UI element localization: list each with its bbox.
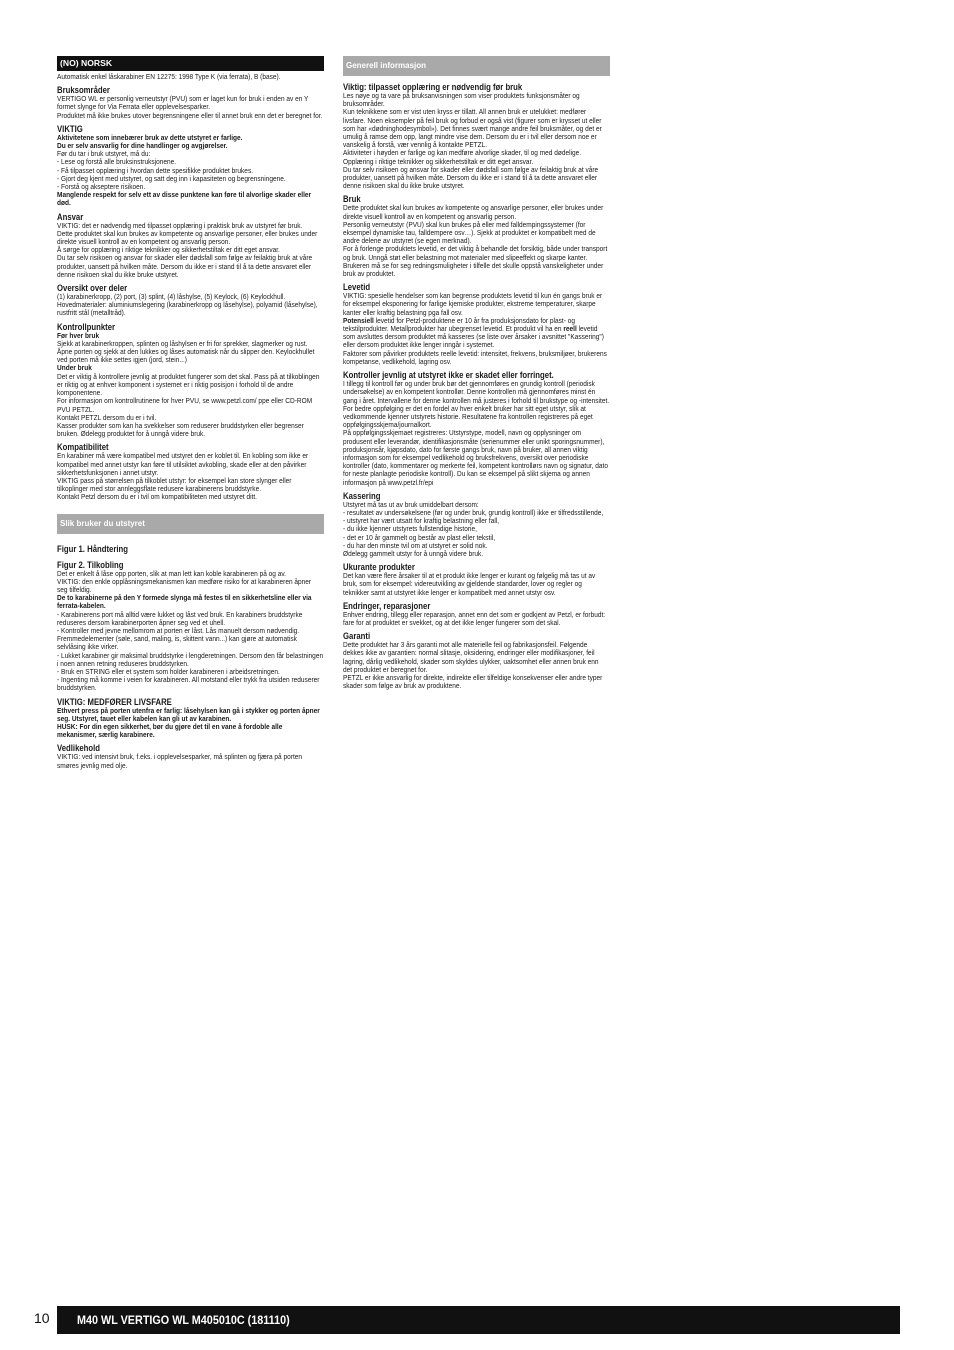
section-title: VIKTIG [57, 123, 83, 134]
section-ukurante [343, 562, 610, 597]
section-ansvar [57, 212, 324, 279]
paragraph: Enhver endring, tillegg eller reparasjon, annet enn det som er godkjent av Petzl, er forbudt: fare for at produktet er svekket, og at det ikke lenger fungerer som det skal. [343, 609, 606, 627]
footer-label: M40 WL VERTIGO WL M405010C (181110) [77, 1313, 290, 1327]
paragraph: Før hver bruk Sjekk at karabinerkroppen, splinten og låshylsen er fri for sprekker, slagmerker og rust. Åpne porten og sjekk at den lukkes og låses automatisk når du slipper den. Keylockhullet ved porten må ikke settes igjen (jord, stein...) Under bruk Det er viktig å kontrollere jevnlig at produktet fungerer som det skal. Pass på at tilkoblingen er riktig og at enhver komponent i systemet er i riktig posisjon i forhold til de andre komponentene. For informasjon om kontrollrutinene for hver PVU, se www.petzl.com/ ppe eller CD-ROM PVU PETZL. Kontakt PETZL dersom du er i tvil. Kasser produkter som kan ha svekkelser som reduserer bruddstyrken eller begrenser bruken. Ødelegg produktet for å unngå videre bruk. [57, 330, 320, 439]
paragraph: VIKTIG: spesielle hendelser som kan begrense produktets levetid til kun én gangs bruk er for eksempel eksponering for farlige kjemiske produkter, ekstreme temperaturer, skarpe kanter eller kraftig belastning pga fall osv. Potensiell levetid for Petzl-produktene er 10 år fra produksjonsdato for plast- og tekstilprodukter. Metallprodukter har ubegrenset levetid. Et produkt vil ha en reell levetid som avsluttes dersom produktet må kasseres (se liste over årsaker i avsnittet "Kassering") eller dersom produktet ikke lenger inngår i systemet. Faktorer som påvirker produktets reelle levetid: intensitet, frekvens, bruksmiljøer, brukerens kompetanse, vedlikehold, lagring osv. [343, 291, 607, 366]
section-title: Oversikt over deler [57, 283, 128, 294]
paragraph: Dette produktet skal kun brukes av kompetente og ansvarlige personer, eller brukes under direkte visuell kontroll av en kompetent og ansvarlig person. Personlig verneutstyr (PVU) skal kun brukes på eller med falldempingssystemer (for eksempel dynamiske tau, falldempere osv…). Sjekk at produktet er kompatibelt med de andre delene av utstyret (se egen merknad). For å forlenge produktets levetid, er det viktig å behandle det forsiktig, både under transport og bruk. Unngå støt eller belastning mot materialer med slipeeffekt og skarpe kanter. Brukeren må se for seg redningsmuligheter i tilfelle det skulle oppstå vanskeligheter under bruk av produktet. [343, 203, 608, 279]
usage-header: Slik bruker du utstyret [57, 514, 324, 534]
paragraph: VIKTIG: ved intensivt bruk, f.eks. i opplevelsesparker, må splinten og fjæra på porten smøres jevnlig med olje. [57, 752, 303, 770]
section-title: Kompatibilitet [57, 442, 109, 453]
section-levetid [343, 282, 610, 366]
section-kassering [343, 491, 610, 558]
section-bruksomrader [57, 85, 324, 120]
footer-bar [57, 1306, 900, 1334]
section-danger [57, 697, 324, 740]
section-bruk [343, 194, 610, 278]
section-kontroller [343, 370, 610, 487]
section-title: Endringer, reparasjoner [343, 600, 431, 611]
section-viktig-opplaring [343, 82, 610, 190]
section-garanti [343, 631, 610, 690]
section-figur2 [57, 560, 324, 693]
paragraph: (1) karabinerkropp, (2) port, (3) splint, (4) låshylse, (5) Keylock, (6) Keylockhull. Hovedmaterialer: aluminiumslegering (karabinerkropp og låsehylse), polyamid (låsehylse), rustfritt stål (metalltråd). [57, 292, 318, 318]
section-title: Kassering [343, 490, 381, 501]
section-title: Viktig: tilpasset opplæring er nødvendig før bruk [343, 82, 523, 92]
section-kontrollpunkter [57, 322, 324, 439]
paragraph: Ethvert press på porten utenfra er farlig: låsehylsen kan gå i stykker og porten åpner seg. Utstyret, tauet eller kabelen kan gli ut av karabinen. HUSK: For din egen sikkerhet, bør du gjøre det til en vane å fordoble alle mekanismer, særlig karabinere. [57, 705, 320, 740]
section-oversikt [57, 283, 324, 318]
section-kompatibilitet [57, 442, 324, 501]
section-title: Figur 1. Håndtering [57, 543, 128, 554]
paragraph: Les nøye og ta vare på bruksanvisningen som viser produktets funksjonsmåter og bruksområder. Kun teknikkene som er vist uten kryss er tillatt. All annen bruk er utelukket: medfører livsfare. Noen eksempler på feil bruk og forbud er også vist (figurer som er krysset ut eller som har «dødninghodesymbol»). Det finnes svært mange andre feil bruksmåter, og det er umulig å ramse dem opp, langt mindre vise dem. Dersom du er i tvil eller dersom noe er vanskelig å forstå, vær vennlig å kontakte PETZL. Aktiviteter i høyden er farlige og kan medføre alvorlige skader, til og med dødelige. Opplæring i riktige teknikker og sikkerhetstiltak er ditt eget ansvar. Du tar selv risikoen og ansvar for skader eller dødsfall som følge av feilaktig bruk at våre produkter, uansett på hvilken måte. Dersom du ikke er i stand til å ta dette ansvaret eller denne risikoen skal du ikke bruke utstyret. [343, 91, 602, 191]
paragraph: Det er enkelt å låse opp porten, slik at man lett kan koble karabineren på og av. VIKTIG: den enkle opplåsningsmekanismen kan medføre risiko for at karabineren åpner seg tilfeldig. De to karabinerne på den Y formede slynga må festes til en sikkerhetsline eller via ferrata-kabelen. - Karabinerens port må alltid være lukket og låst ved bruk. En karabiners bruddstyrke reduseres dersom karabinerporten åpner seg ved et uhell. - Kontroller med jevne mellomrom at porten er låst. Lås manuelt dersom nødvendig. Fremmedelementer (søle, sand, maling, is, skittent vann...) kan gjøre at automatisk selvlåsing ikke virker. - Lukket karabiner gir maksimal bruddstyrke i lengderetningen. Dersom den får belastningen i noen annen retning reduseres bruddstyrken. - Bruk en STRING eller et system som holder karabineren i arbeidsretningen. - Ingenting må komme i veien for karabineren. All motstand eller trykk fra utsiden reduserer bruddstyrken. [57, 568, 324, 693]
section-figur1 [57, 544, 324, 554]
section-endringer [343, 601, 610, 627]
paragraph: Aktivitetene som innebærer bruk av dette utstyret er farlige. Du er selv ansvarlig for dine handlinger og avgjørelser. Før du tar i bruk utstyret, må du: - Lese og forstå alle bruksinstruksjonene. - Få tilpasset opplæring i hvordan dette spesifikke produktet brukes. - Gjort deg kjent med utstyret, og satt deg inn i kapasiteten og begrensningene. - Forstå og akseptere risikoen. Manglende respekt for selv ett av disse punktene kan føre til alvorlige skader eller død. [57, 132, 312, 208]
section-title: Kontrollpunkter [57, 321, 116, 332]
section-title: Kontroller jevnlig at utstyret ikke er skadet eller forringet. [343, 370, 554, 381]
paragraph: VERTIGO WL er personlig verneutstyr (PVU) som er laget kun for bruk i enden av en Y formet slynge for Via Ferrata eller opplevelsesparker. Produktet må ikke brukes utover begrensningene eller til annet bruk enn det er beregnet for. [57, 94, 323, 120]
paragraph: I tillegg til kontroll før og under bruk bør det gjennomføres en grundig kontroll (periodisk undersøkelse) av en kompetent kontrollør. Denne kontrollen må gjennomføres minst én gang i året. Intervallene for denne kontrollen må justeres i forhold til brukstype og -intensitet. For bedre oppfølging er det en fordel av hver enkelt bruker har sitt eget utstyr, slik at vedkommende kjenner utstyrets historie. Resultatene fra kontrollen registreres på eget oppfølgingsskjema/journalkort. På oppfølgingsskjemaet registreres: Utstyrstype, modell, navn og opplysninger om produsent eller leverandør, identifikasjonsmåte (serienummer eller unikt sporingsnummer), produksjonsår, kjøpsdato, dato for første gangs bruk, navn på bruker, all annen viktig informasjon som for eksempel vedlikehold og bruksfrekvens, oversikt over periodiske kontroller (dato, kommentarer og merkerte feil, kompetent kontrollørs navn og signatur, dato for neste planlagte periodiske kontroll). Du kan se eksempel på slikt skjema og annen informasjon på www.petzl.fr/epi [343, 379, 610, 487]
page-number: 10 [34, 1310, 50, 1326]
section-title: VIKTIG: MEDFØRER LIVSFARE [57, 696, 172, 707]
language-header: (NO) NORSK [57, 56, 324, 71]
section-title: Figur 2. Tilkobling [57, 559, 124, 570]
section-title: Bruksområder [57, 85, 110, 96]
paragraph: Dette produktet har 3 års garanti mot alle materielle feil og fabrikasjonsfeil. Følgende dekkes ikke av garantien: normal slitasje, oksidering, endringer eller modifikasjoner, feil lagring, dårlig vedlikehold, skader som skyldes ulykker, uaktsomhet eller annen bruk enn det produktet er beregnet for. PETZL er ikke ansvarlig for direkte, indirekte eller tilfeldige konsekvenser eller andre typer skader som følge av bruk av produktene. [343, 640, 603, 691]
general-info-header: Generell informasjon [343, 56, 610, 76]
section-title: Ukurante produkter [343, 562, 415, 573]
paragraph: Utstyret må tas ut av bruk umiddelbart dersom: - resultatet av undersøkelsene (før og under bruk, grundig kontroll) ikke er tilfredsstillende, - utstyret har vært utsatt for kraftig belastning eller fall, - du ikke kjenner utstyrets fullstendige historie, - det er 10 år gammelt og består av plast eller tekstil, - du har den minste tvil om at utstyret er solid nok. Ødelegg gammelt utstyr for å unngå videre bruk. [343, 499, 604, 558]
section-title: Bruk [343, 194, 361, 205]
section-title: Vedlikehold [57, 743, 101, 754]
section-viktig [57, 124, 324, 208]
right-column [343, 56, 610, 690]
section-title: Levetid [343, 282, 371, 293]
section-title: Garanti [343, 631, 371, 642]
paragraph: En karabiner må være kompatibel med utstyret den er koblet til. En kobling som ikke er kompatibel med annet utstyr kan føre til utilsiktet avkobling, skade eller at den påvirker sikkerhetsfunksjonen i annet utstyr. VIKTIG pass på størrelsen på tilkoblet utstyr: for eksempel kan store slynger eller tilkoplinger med stor annleggsflate redusere karabinerens bruddstyrke. Kontakt Petzl dersom du er i tvil om kompatibiliteten med utstyret ditt. [57, 451, 309, 502]
left-column [57, 56, 324, 770]
section-vedlikehold [57, 743, 324, 769]
paragraph: Det kan være flere årsaker til at et produkt ikke lenger er kurant og følgelig må tas ut av bruk, som for eksempel: videreutvikling av gjeldende standarder, lover og regler og teknikker samt at utstyret ikke lenger er kompatibelt med annet utstyr osv. [343, 571, 596, 597]
paragraph: VIKTIG: det er nødvendig med tilpasset opplæring i praktisk bruk av utstyret før bruk. Dette produktet skal kun brukes av kompetente og ansvarlige personer, eller brukes under direkte visuell kontroll av en kompetent og ansvarlig person. Å sørge for opplæring i riktige teknikker og sikkerhetstiltak er ditt eget ansvar. Du tar selv risikoen og ansvar for skader eller dødsfall som følge av feilaktig bruk at våre produkter, uansett på hvilken måte. Dersom du ikke er i stand til å ta dette ansvaret eller denne risikoen skal du ikke bruke utstyret. [57, 220, 318, 279]
intro-text: Automatisk enkel låskarabiner EN 12275: 1998 Type K (via ferrata), B (base). [57, 72, 281, 81]
section-title: Ansvar [57, 211, 84, 222]
